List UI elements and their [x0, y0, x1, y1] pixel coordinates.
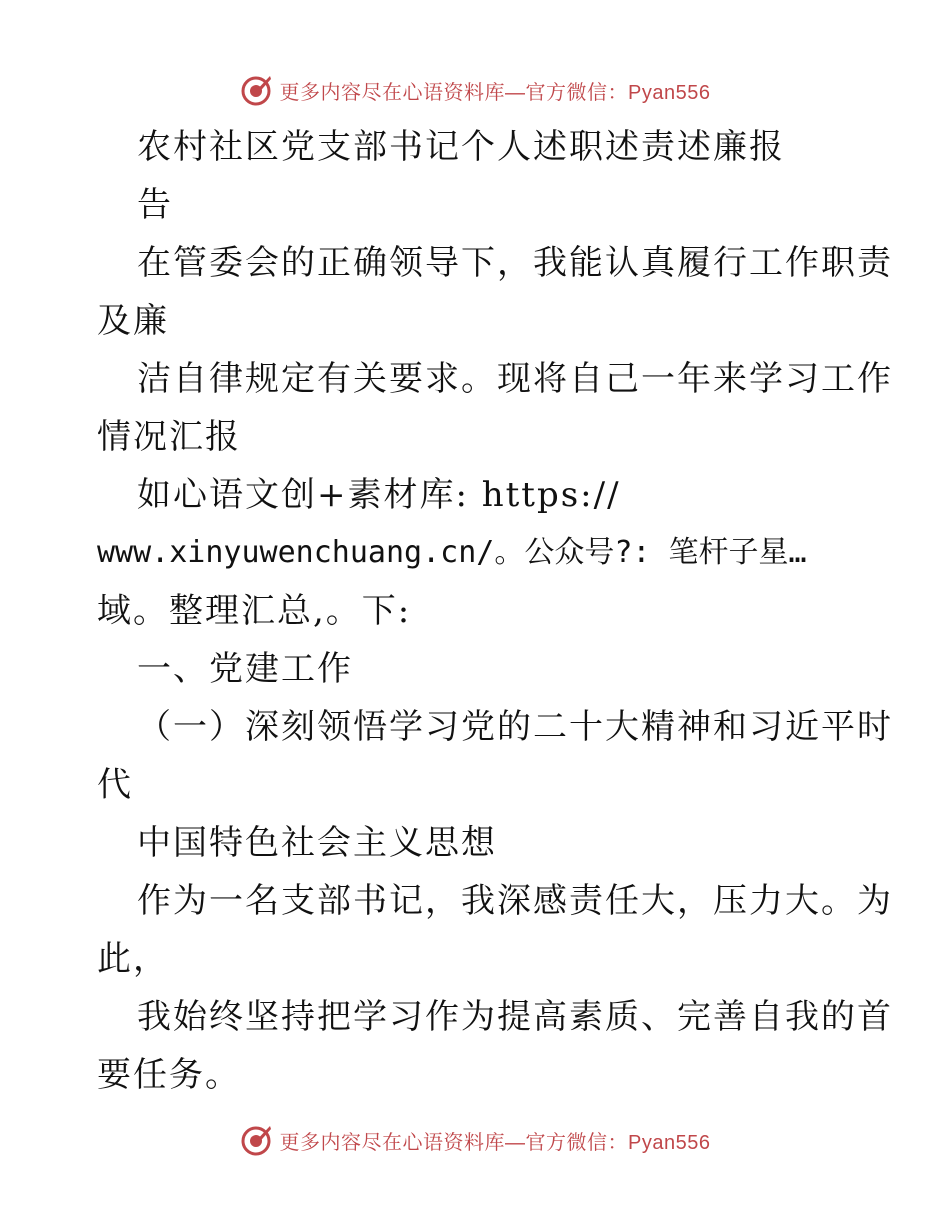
- quill-logo-icon: [240, 1123, 274, 1157]
- doc-line: 此，: [97, 939, 169, 979]
- quill-logo-icon: [240, 73, 274, 107]
- doc-line: 情况汇报: [97, 417, 241, 457]
- document-body: [97, 122, 893, 1108]
- doc-line: 域。整理汇总,。下:: [97, 591, 412, 631]
- doc-line: 在管委会的正确领导下，我能认真履行工作职责: [137, 243, 893, 283]
- doc-line: 要任务。: [97, 1055, 241, 1095]
- doc-line: 中国特色社会主义思想: [137, 823, 497, 863]
- section-heading: 一、党建工作: [137, 649, 353, 689]
- footer-watermark-banner: [0, 1120, 950, 1160]
- doc-line: 我始终坚持把学习作为提高素质、完善自我的首: [137, 997, 893, 1037]
- doc-line-url: www.xinyuwenchuang.cn/。公众号?: 笔杆子星…: [97, 535, 807, 570]
- banner-text: 更多内容尽在心语资料库—官方微信：Pyan556: [279, 81, 711, 104]
- doc-line: 洁自律规定有关要求。现将自己一年来学习工作: [137, 359, 893, 399]
- doc-line: 代: [97, 765, 133, 805]
- doc-line: 告: [137, 185, 173, 225]
- doc-line: 及廉: [97, 301, 169, 341]
- banner-text: 更多内容尽在心语资料库—官方微信：Pyan556: [279, 1131, 711, 1154]
- header-watermark-banner: [0, 70, 950, 110]
- doc-line: 如心语文创+素材库: https://: [137, 475, 621, 515]
- doc-line: 农村社区党支部书记个人述职述责述廉报: [137, 127, 785, 167]
- subsection-heading: （一）深刻领悟学习党的二十大精神和习近平时: [137, 707, 893, 747]
- doc-line: 作为一名支部书记，我深感责任大，压力大。为: [137, 881, 893, 921]
